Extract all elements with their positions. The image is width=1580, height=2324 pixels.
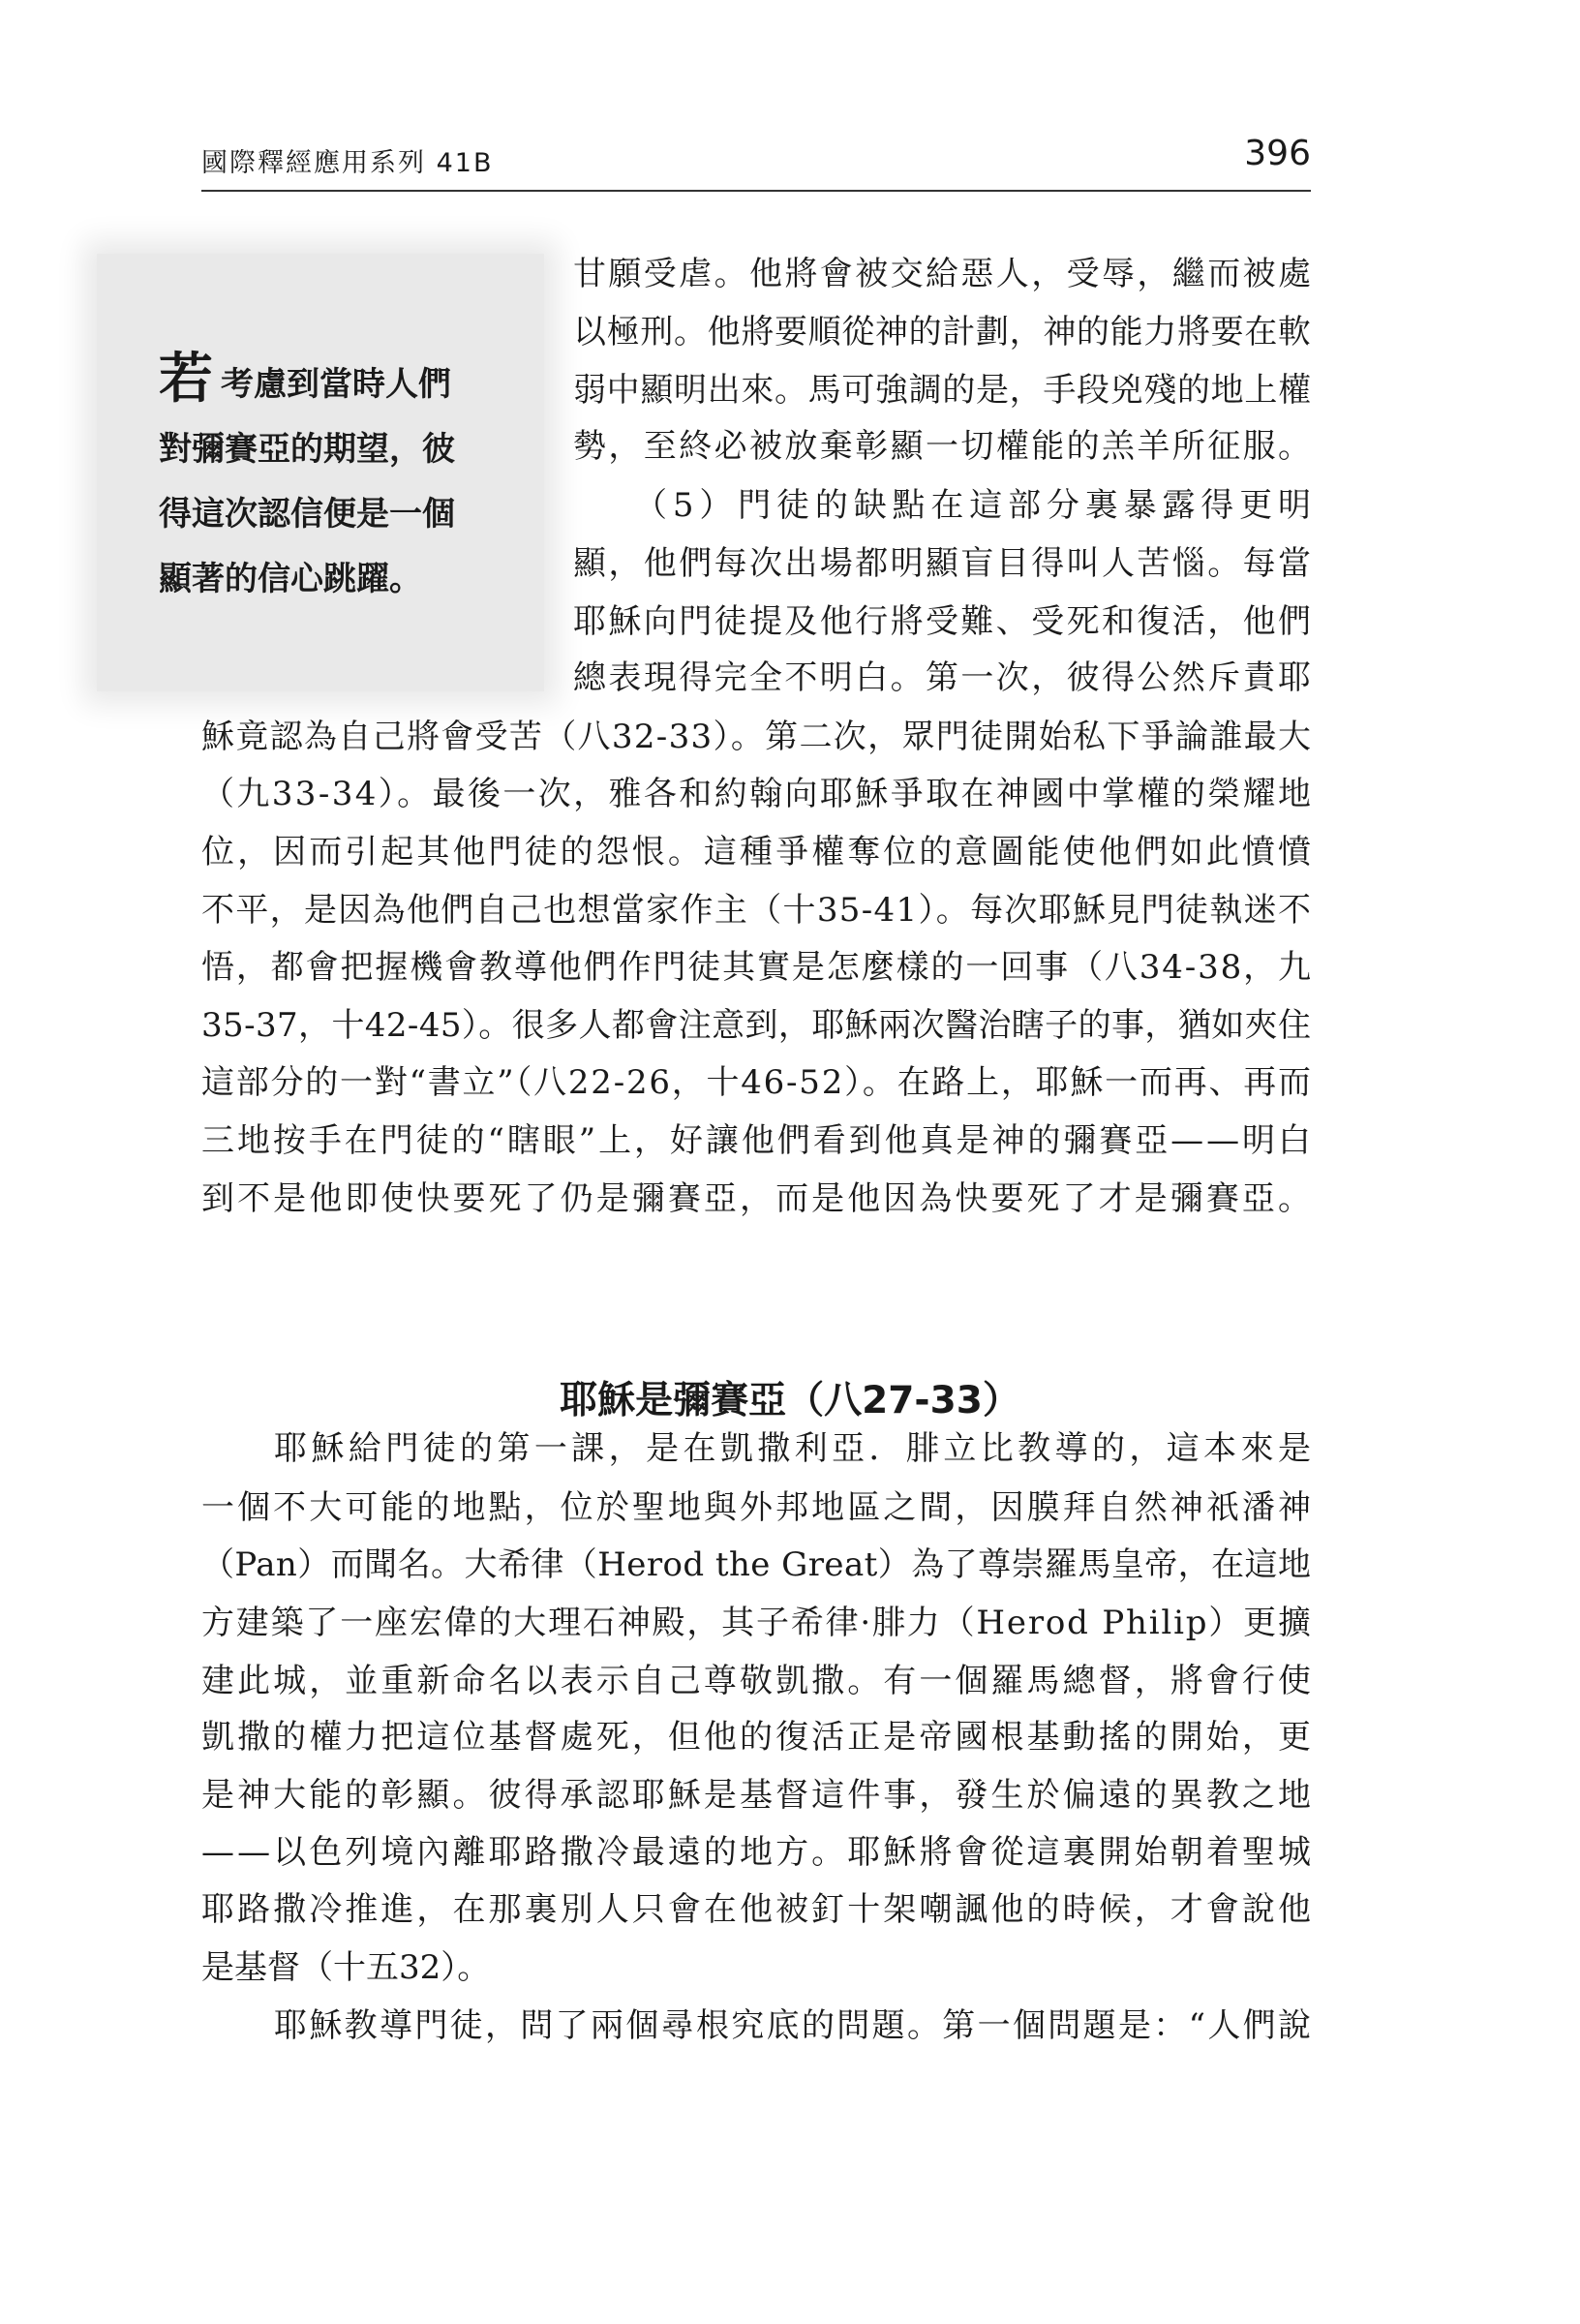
body-line: 勢，至終必被放棄彰顯一切權能的羔羊所征服。 <box>573 427 1314 466</box>
body-line: 到不是他即使快要死了仍是彌賽亞，而是他因為快要死了才是彌賽亞。 <box>201 1179 1315 1218</box>
body-line: 悟，都會把握機會教導他們作門徒其實是怎麼樣的一回事（八34-38，九 <box>201 948 1313 987</box>
body-line: 35-37，十42-45）。很多人都會注意到，耶穌兩次醫治瞎子的事，猶如夾住 <box>201 1006 1312 1045</box>
body-line: 總表現得完全不明白。第一次，彼得公然斥責耶 <box>573 658 1314 697</box>
body-line: 凱撒的權力把這位基督處死，但他的復活正是帝國根基動搖的開始，更 <box>201 1718 1315 1757</box>
section-heading: 耶穌是彌賽亞（八27-33） <box>560 1379 1020 1422</box>
body-line: 一個不大可能的地點，位於聖地與外邦地區之間，因膜拜自然神祇潘神 <box>201 1488 1315 1527</box>
body-line: 穌竟認為自己將會受苦（八32-33）。第二次，眾門徒開始私下爭論誰最大 <box>201 718 1313 756</box>
pull-quote <box>159 347 527 612</box>
body-line: 不平，是因為他們自己也想當家作主（十35-41）。每次耶穌見門徒執迷不 <box>201 891 1313 930</box>
body-line: 是基督（十五32）。 <box>201 1948 491 1987</box>
body-line: （九33-34）。最後一次，雅各和約翰向耶穌爭取在神國中掌權的榮耀地 <box>201 775 1314 813</box>
body-line: 方建築了一座宏偉的大理石神殿，其子希律·腓力（Herod Philip）更擴 <box>201 1604 1313 1642</box>
drop-cap: 若 <box>159 348 213 411</box>
running-header <box>201 134 1311 192</box>
body-line: （Pan）而聞名。大希律（Herod the Great）為了尊崇羅馬皇帝，在這地 <box>201 1545 1312 1584</box>
series-title: 國際釋經應用系列 41B <box>201 148 494 178</box>
pull-quote-box <box>97 254 544 691</box>
body-line: 建此城，並重新命名以表示自己尊敬凱撒。有一個羅馬總督，將會行使 <box>201 1662 1315 1700</box>
body-line: 位，因而引起其他門徒的怨恨。這種爭權奪位的意圖能使他們如此憤憤 <box>201 833 1315 872</box>
pull-quote-text: 考慮到當時人們 對彌賽亞的期望，彼 得這次認信便是一個 顯著的信心跳躍。 <box>159 365 455 598</box>
body-line: 三地按手在門徒的“瞎眼”上，好讓他們看到他真是神的彌賽亞——明白 <box>201 1121 1314 1160</box>
body-line: 這部分的一對“書立”（八22-26，十46-52）。在路上，耶穌一而再、再而 <box>201 1063 1313 1102</box>
body-line: 甘願受虐。他將會被交給惡人，受辱，繼而被處 <box>573 255 1314 293</box>
body-line: （5）門徒的缺點在這部分裏暴露得更明 <box>634 486 1317 525</box>
page-number: 396 <box>1244 134 1311 173</box>
body-line: 耶路撒冷推進，在那裏別人只會在他被釘十架嘲諷他的時候，才會說他 <box>201 1890 1315 1929</box>
body-line: 是神大能的彰顯。彼得承認耶穌是基督這件事，發生於偏遠的異教之地 <box>201 1776 1315 1815</box>
body-line: 顯，他們每次出場都明顯盲目得叫人苦惱。每當 <box>573 544 1314 583</box>
body-line: 耶穌給門徒的第一課，是在凱撒利亞．腓立比教導的，這本來是 <box>274 1429 1316 1468</box>
body-line: 以極刑。他將要順從神的計劃，神的能力將要在軟 <box>573 313 1312 352</box>
body-line: 弱中顯明出來。馬可強調的是，手段兇殘的地上權 <box>573 371 1312 410</box>
body-line: 耶穌向門徒提及他行將受難、受死和復活，他們 <box>573 602 1314 641</box>
body-line: ——以色列境內離耶路撒冷最遠的地方。耶穌將會從這裏開始朝着聖城 <box>201 1833 1315 1872</box>
body-line: 耶穌教導門徒，問了兩個尋根究底的問題。第一個問題是：“人們說 <box>274 2006 1314 2045</box>
